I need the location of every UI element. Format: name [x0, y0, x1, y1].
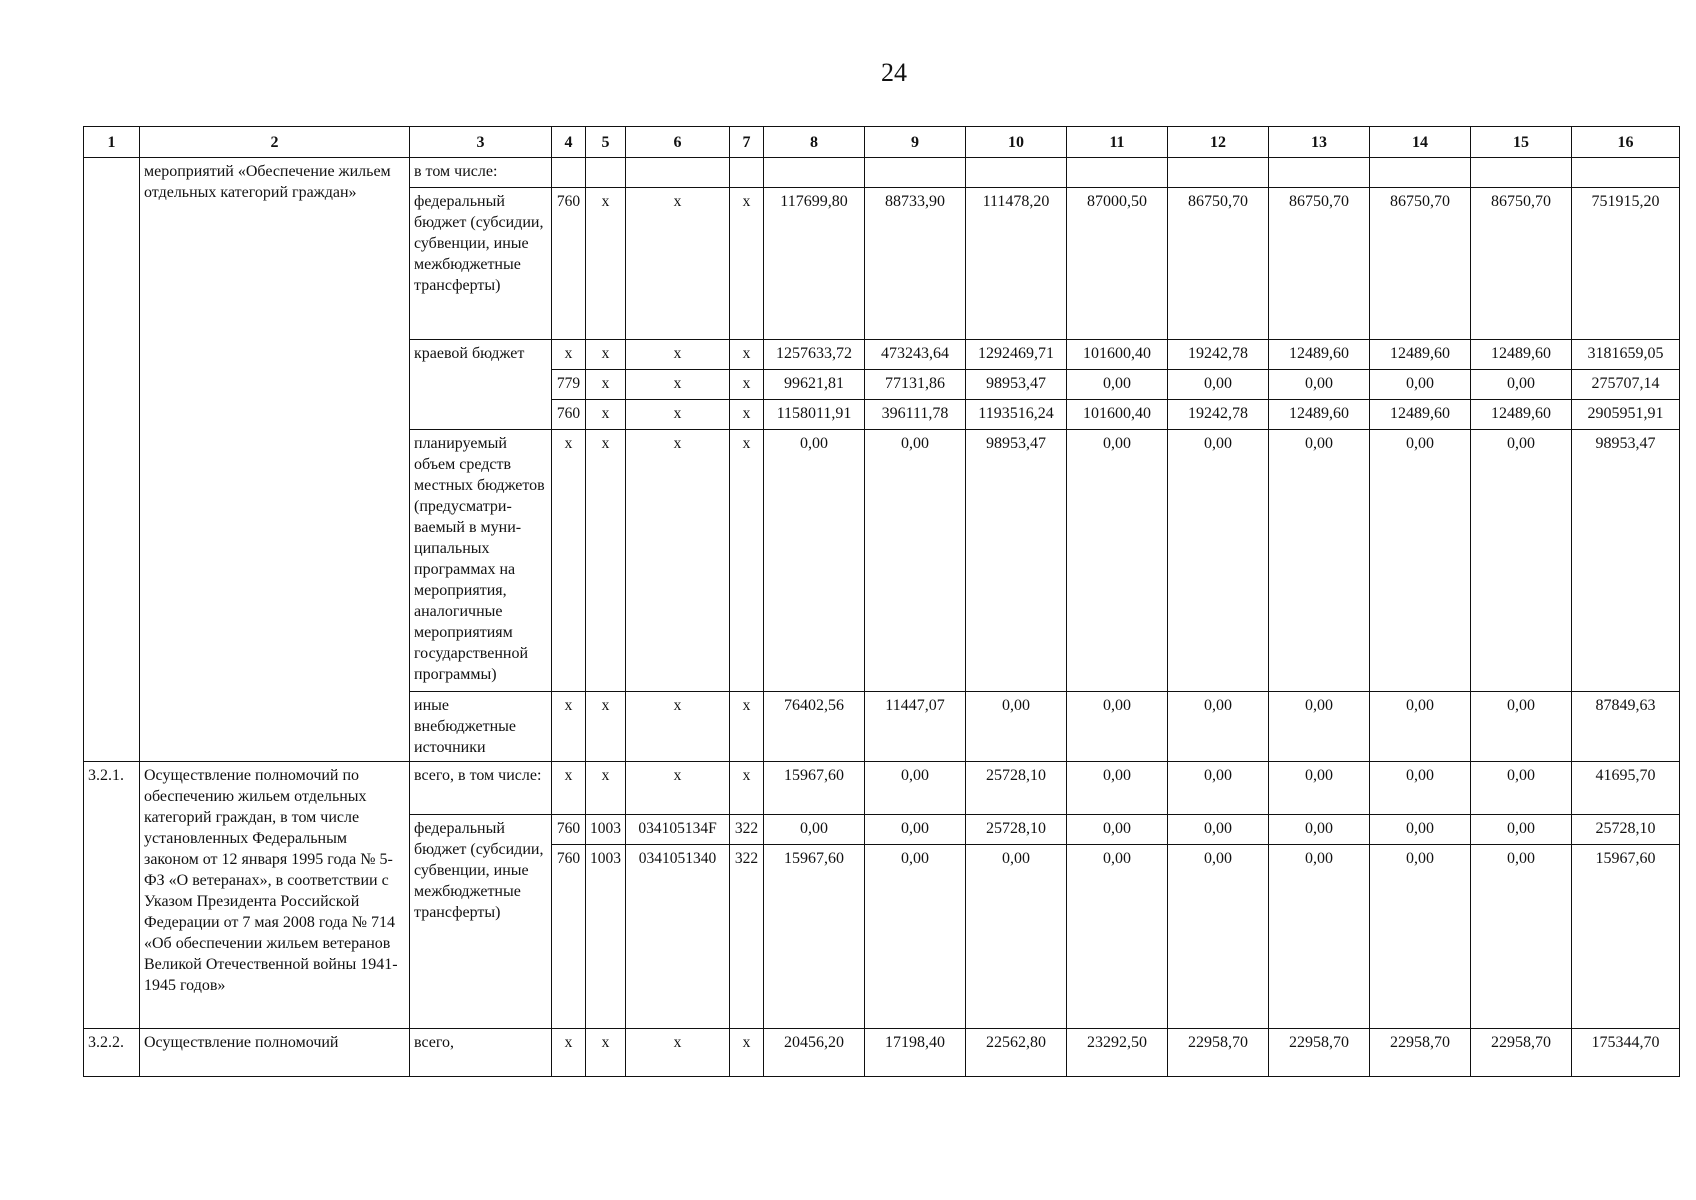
- code-cell: х: [586, 340, 626, 370]
- value-cell: 1257633,72: [764, 340, 865, 370]
- header-cell: 2: [140, 127, 410, 158]
- source-label: в том числе:: [410, 158, 552, 188]
- value-cell: 2905951,91: [1572, 400, 1680, 430]
- value-cell: 0,00: [966, 692, 1067, 762]
- value-cell: 0,00: [1269, 692, 1370, 762]
- code-cell: х: [586, 370, 626, 400]
- value-cell: 15967,60: [1572, 845, 1680, 1029]
- value-cell: 0,00: [1370, 845, 1471, 1029]
- value-cell: 86750,70: [1269, 188, 1370, 340]
- value-cell: 0,00: [1269, 430, 1370, 692]
- value-cell: 0,00: [865, 815, 966, 845]
- code-cell: х: [586, 430, 626, 692]
- value-cell: 0,00: [1067, 692, 1168, 762]
- code-cell: 322: [730, 815, 764, 845]
- measure-name: Осуществление полномочий по обеспечению жильем отдельных категорий граждан, в том числе установленных Федеральным законом от 12 января 1995 года № 5-ФЗ «О ветеранах», в соответствии с Указом Президента Российской Федерации от 7 мая 2008 года № 714 «Об обеспечении жильем ветеранов Великой Отечественной войны 1941-1945 годов»: [140, 762, 410, 1029]
- value-cell: 3181659,05: [1572, 340, 1680, 370]
- header-cell: 9: [865, 127, 966, 158]
- code-cell: 322: [730, 845, 764, 1029]
- value-cell: 23292,50: [1067, 1029, 1168, 1077]
- empty-cell: [1370, 158, 1471, 188]
- value-cell: 1292469,71: [966, 340, 1067, 370]
- source-label: планируемый объем средств местных бюджетов (предусматри-ваемый в муни-ципальных программах на мероприятия, аналогичные мероприятиям государственной программы): [410, 430, 552, 692]
- value-cell: 87849,63: [1572, 692, 1680, 762]
- value-cell: 0,00: [1471, 815, 1572, 845]
- value-cell: 0,00: [1168, 815, 1269, 845]
- value-cell: 0,00: [1168, 845, 1269, 1029]
- number-cell: 3.2.2.: [84, 1029, 140, 1077]
- value-cell: 98953,47: [1572, 430, 1680, 692]
- value-cell: 99621,81: [764, 370, 865, 400]
- code-cell: х: [626, 762, 730, 815]
- source-label: иные внебюджетные источники: [410, 692, 552, 762]
- measure-name: Осуществление полномочий: [140, 1029, 410, 1077]
- value-cell: 12489,60: [1269, 400, 1370, 430]
- code-cell: 0341051340: [626, 845, 730, 1029]
- value-cell: 19242,78: [1168, 340, 1269, 370]
- code-cell: х: [586, 762, 626, 815]
- code-cell: х: [626, 430, 730, 692]
- value-cell: 473243,64: [865, 340, 966, 370]
- value-cell: 275707,14: [1572, 370, 1680, 400]
- empty-cell: [865, 158, 966, 188]
- empty-cell: [1067, 158, 1168, 188]
- code-cell: х: [730, 188, 764, 340]
- value-cell: 0,00: [1067, 815, 1168, 845]
- value-cell: 0,00: [1067, 845, 1168, 1029]
- value-cell: 0,00: [1168, 430, 1269, 692]
- code-cell: 760: [552, 815, 586, 845]
- value-cell: 0,00: [764, 430, 865, 692]
- code-cell: х: [730, 430, 764, 692]
- value-cell: 77131,86: [865, 370, 966, 400]
- header-row: [84, 127, 1680, 158]
- value-cell: 0,00: [1168, 370, 1269, 400]
- code-cell: х: [730, 340, 764, 370]
- value-cell: 98953,47: [966, 430, 1067, 692]
- header-cell: 7: [730, 127, 764, 158]
- number-cell: [84, 158, 140, 762]
- value-cell: 86750,70: [1168, 188, 1269, 340]
- code-cell: х: [626, 370, 730, 400]
- empty-cell: [1572, 158, 1680, 188]
- code-cell: х: [552, 762, 586, 815]
- value-cell: 0,00: [1067, 370, 1168, 400]
- value-cell: 0,00: [1370, 430, 1471, 692]
- value-cell: 111478,20: [966, 188, 1067, 340]
- value-cell: 101600,40: [1067, 400, 1168, 430]
- value-cell: 41695,70: [1572, 762, 1680, 815]
- value-cell: 0,00: [865, 845, 966, 1029]
- code-cell: х: [552, 430, 586, 692]
- value-cell: 0,00: [1471, 845, 1572, 1029]
- value-cell: 25728,10: [1572, 815, 1680, 845]
- value-cell: 175344,70: [1572, 1029, 1680, 1077]
- value-cell: 0,00: [1471, 430, 1572, 692]
- value-cell: 98953,47: [966, 370, 1067, 400]
- value-cell: 15967,60: [764, 845, 865, 1029]
- value-cell: 0,00: [1168, 692, 1269, 762]
- value-cell: 0,00: [1471, 370, 1572, 400]
- value-cell: 0,00: [966, 845, 1067, 1029]
- code-cell: х: [626, 692, 730, 762]
- value-cell: 12489,60: [1471, 400, 1572, 430]
- value-cell: 25728,10: [966, 762, 1067, 815]
- value-cell: 88733,90: [865, 188, 966, 340]
- source-label: федеральный бюджет (субсидии, субвенции, иные межбюджетные трансферты): [410, 815, 552, 1029]
- value-cell: 0,00: [1168, 762, 1269, 815]
- code-cell: х: [552, 692, 586, 762]
- empty-cell: [730, 158, 764, 188]
- header-cell: 13: [1269, 127, 1370, 158]
- header-cell: 8: [764, 127, 865, 158]
- value-cell: 87000,50: [1067, 188, 1168, 340]
- header-cell: 15: [1471, 127, 1572, 158]
- table-row: [84, 1029, 1680, 1077]
- value-cell: 22958,70: [1370, 1029, 1471, 1077]
- code-cell: х: [552, 1029, 586, 1077]
- code-cell: х: [730, 1029, 764, 1077]
- value-cell: 0,00: [1370, 370, 1471, 400]
- value-cell: 751915,20: [1572, 188, 1680, 340]
- measure-name: мероприятий «Обеспечение жильем отдельных категорий граждан»: [140, 158, 410, 762]
- value-cell: 17198,40: [865, 1029, 966, 1077]
- value-cell: 0,00: [1370, 815, 1471, 845]
- value-cell: 19242,78: [1168, 400, 1269, 430]
- value-cell: 22958,70: [1269, 1029, 1370, 1077]
- empty-cell: [1269, 158, 1370, 188]
- value-cell: 22958,70: [1471, 1029, 1572, 1077]
- value-cell: 12489,60: [1471, 340, 1572, 370]
- value-cell: 0,00: [865, 430, 966, 692]
- table-row: [84, 762, 1680, 815]
- value-cell: 0,00: [1067, 430, 1168, 692]
- code-cell: х: [586, 188, 626, 340]
- value-cell: 0,00: [1269, 815, 1370, 845]
- code-cell: х: [586, 692, 626, 762]
- code-cell: 760: [552, 188, 586, 340]
- header-cell: 5: [586, 127, 626, 158]
- value-cell: 22958,70: [1168, 1029, 1269, 1077]
- value-cell: 0,00: [1269, 762, 1370, 815]
- value-cell: 12489,60: [1370, 340, 1471, 370]
- header-cell: 10: [966, 127, 1067, 158]
- source-label: всего, в том числе:: [410, 762, 552, 815]
- header-cell: 16: [1572, 127, 1680, 158]
- value-cell: 86750,70: [1471, 188, 1572, 340]
- value-cell: 76402,56: [764, 692, 865, 762]
- header-cell: 3: [410, 127, 552, 158]
- value-cell: 0,00: [1471, 692, 1572, 762]
- empty-cell: [586, 158, 626, 188]
- value-cell: 0,00: [1067, 762, 1168, 815]
- value-cell: 101600,40: [1067, 340, 1168, 370]
- empty-cell: [764, 158, 865, 188]
- code-cell: 1003: [586, 845, 626, 1029]
- code-cell: х: [626, 400, 730, 430]
- header-cell: 6: [626, 127, 730, 158]
- value-cell: 25728,10: [966, 815, 1067, 845]
- code-cell: х: [730, 762, 764, 815]
- value-cell: 86750,70: [1370, 188, 1471, 340]
- value-cell: 0,00: [865, 762, 966, 815]
- value-cell: 22562,80: [966, 1029, 1067, 1077]
- value-cell: 0,00: [1269, 370, 1370, 400]
- value-cell: 11447,07: [865, 692, 966, 762]
- empty-cell: [626, 158, 730, 188]
- code-cell: х: [626, 188, 730, 340]
- code-cell: х: [586, 400, 626, 430]
- value-cell: 15967,60: [764, 762, 865, 815]
- code-cell: 034105134F: [626, 815, 730, 845]
- code-cell: х: [626, 1029, 730, 1077]
- value-cell: 0,00: [1269, 845, 1370, 1029]
- code-cell: х: [730, 400, 764, 430]
- header-cell: 14: [1370, 127, 1471, 158]
- header-cell: 12: [1168, 127, 1269, 158]
- code-cell: х: [730, 370, 764, 400]
- value-cell: 0,00: [1370, 762, 1471, 815]
- code-cell: х: [586, 1029, 626, 1077]
- table-row: [84, 158, 1680, 188]
- number-cell: 3.2.1.: [84, 762, 140, 1029]
- empty-cell: [1168, 158, 1269, 188]
- budget-table: [83, 126, 1680, 1077]
- source-label: всего,: [410, 1029, 552, 1077]
- header-cell: 4: [552, 127, 586, 158]
- empty-cell: [1471, 158, 1572, 188]
- source-label: федеральный бюджет (субсидии, субвенции, иные межбюджетные трансферты): [410, 188, 552, 340]
- value-cell: 0,00: [1370, 692, 1471, 762]
- code-cell: х: [626, 340, 730, 370]
- value-cell: 0,00: [764, 815, 865, 845]
- page-number: 24: [881, 58, 907, 87]
- value-cell: 12489,60: [1269, 340, 1370, 370]
- code-cell: 1003: [586, 815, 626, 845]
- code-cell: 760: [552, 400, 586, 430]
- empty-cell: [966, 158, 1067, 188]
- value-cell: 1158011,91: [764, 400, 865, 430]
- code-cell: 760: [552, 845, 586, 1029]
- source-label: краевой бюджет: [410, 340, 552, 430]
- code-cell: х: [730, 692, 764, 762]
- value-cell: 396111,78: [865, 400, 966, 430]
- value-cell: 12489,60: [1370, 400, 1471, 430]
- empty-cell: [552, 158, 586, 188]
- header-cell: 11: [1067, 127, 1168, 158]
- code-cell: 779: [552, 370, 586, 400]
- code-cell: х: [552, 340, 586, 370]
- value-cell: 1193516,24: [966, 400, 1067, 430]
- header-cell: 1: [84, 127, 140, 158]
- value-cell: 20456,20: [764, 1029, 865, 1077]
- value-cell: 0,00: [1471, 762, 1572, 815]
- value-cell: 117699,80: [764, 188, 865, 340]
